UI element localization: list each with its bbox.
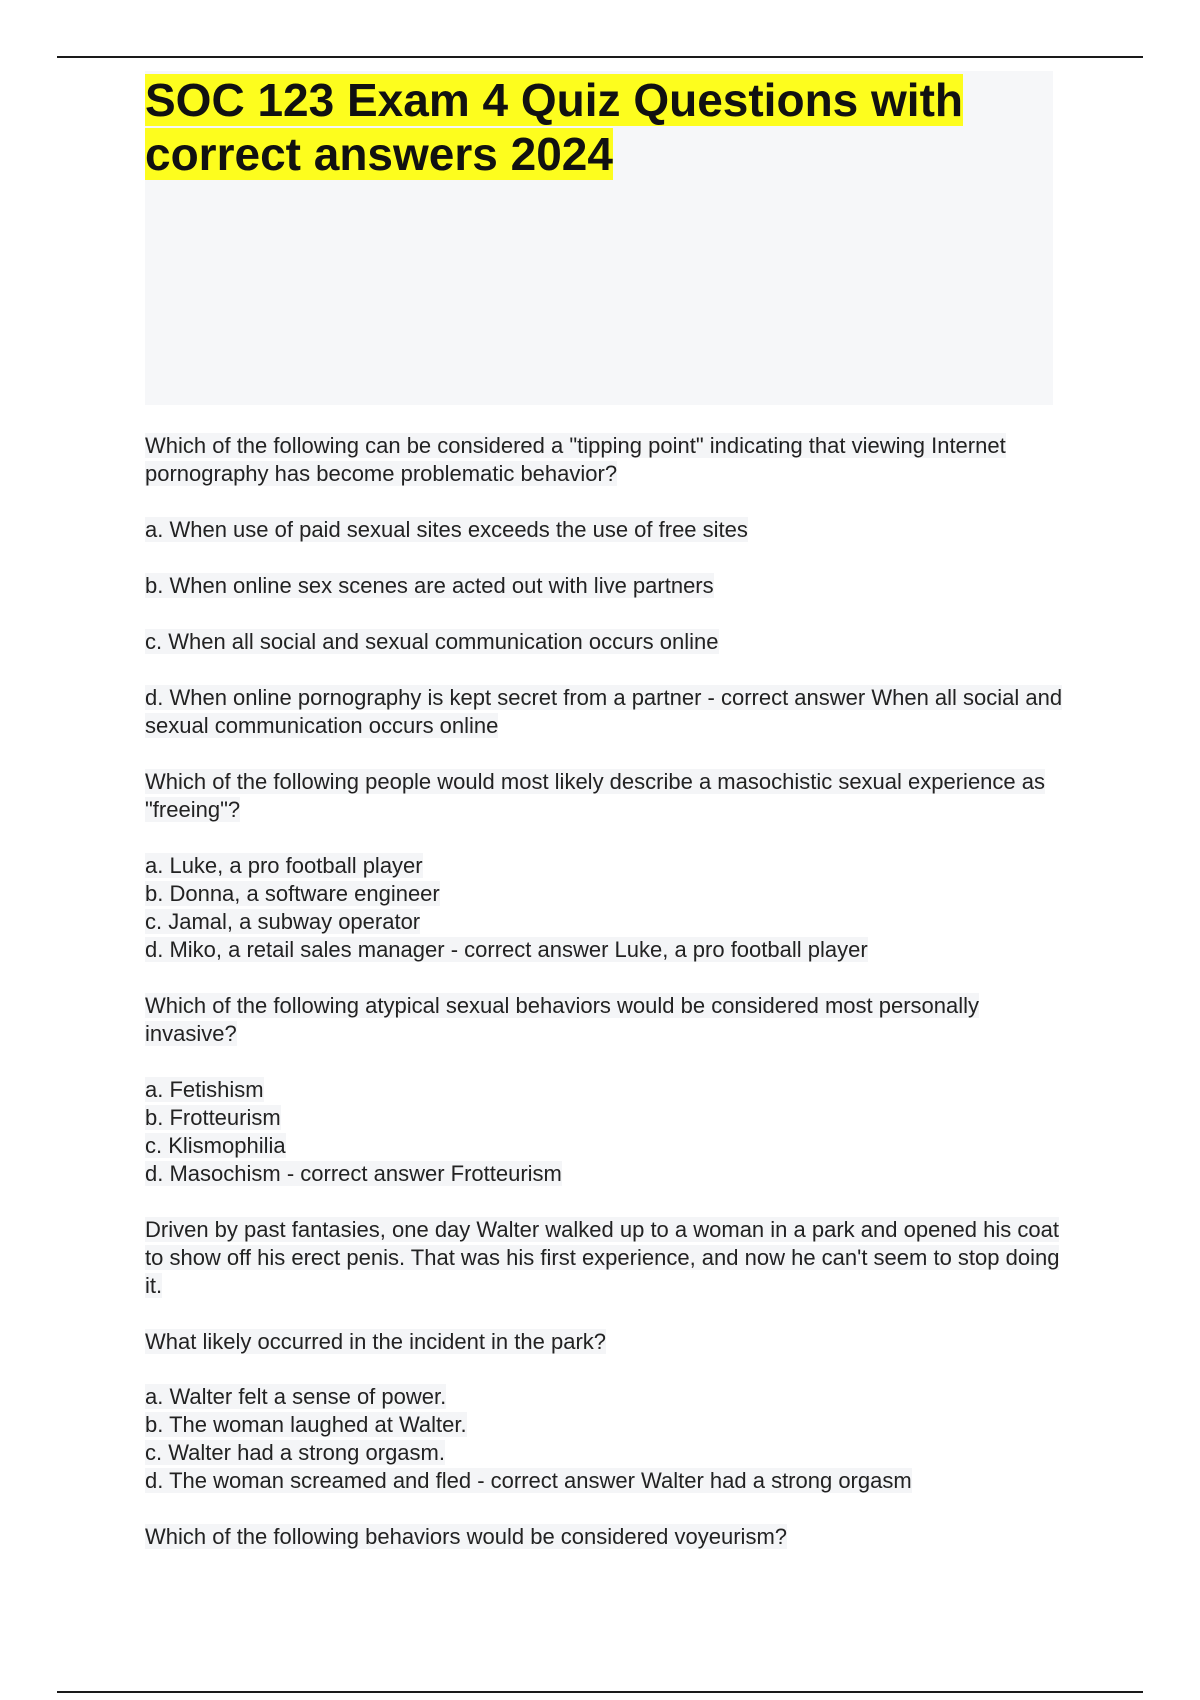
q3-option-a: a. Fetishism — [145, 1077, 264, 1102]
q2-option-d-answer: d. Miko, a retail sales manager - correct answer Luke, a pro football player — [145, 937, 868, 962]
q2-option-c: c. Jamal, a subway operator — [145, 909, 421, 934]
q1-option-b: b. When online sex scenes are acted out with live partners — [145, 573, 714, 598]
q3-option-b: b. Frotteurism — [145, 1105, 281, 1130]
q1-option-d-answer: d. When online pornography is kept secret from a partner - correct answer When all social and sexual communication occurs online — [145, 685, 1063, 738]
q1-option-c: c. When all social and sexual communication occurs online — [145, 629, 719, 654]
title-block — [145, 71, 1053, 405]
question-4: What likely occurred in the incident in the park? — [145, 1329, 607, 1354]
q3-option-d-answer: d. Masochism - correct answer Frotteurism — [145, 1161, 562, 1186]
q1-option-a: a. When use of paid sexual sites exceeds the use of free sites — [145, 517, 748, 542]
q4-option-d-answer: d. The woman screamed and fled - correct answer Walter had a strong orgasm — [145, 1468, 912, 1493]
question-2: Which of the following people would most likely describe a masochistic sexual experience as "freeing"? — [145, 769, 1046, 822]
top-rule — [57, 56, 1143, 58]
page-title: SOC 123 Exam 4 Quiz Questions with correct answers 2024 — [145, 74, 964, 180]
question-1: Which of the following can be considered a "tipping point" indicating that viewing Internet pornography has become problematic behavior? — [145, 433, 1006, 486]
question-3: Which of the following atypical sexual behaviors would be considered most personally invasive? — [145, 993, 980, 1046]
bottom-rule — [57, 1691, 1143, 1693]
q2-option-a: a. Luke, a pro football player — [145, 853, 423, 878]
q3-option-c: c. Klismophilia — [145, 1133, 286, 1158]
question-4-scenario: Driven by past fantasies, one day Walter walked up to a woman in a park and opened his coat to show off his erect penis. That was his first experience, and now he can't seem to stop doing it. — [145, 1217, 1060, 1298]
q4-option-b: b. The woman laughed at Walter. — [145, 1412, 467, 1437]
document-body — [145, 432, 1065, 1551]
q4-option-c: c. Walter had a strong orgasm. — [145, 1440, 445, 1465]
q4-option-a: a. Walter felt a sense of power. — [145, 1384, 447, 1409]
question-5: Which of the following behaviors would be considered voyeurism? — [145, 1524, 788, 1549]
q2-option-b: b. Donna, a software engineer — [145, 881, 440, 906]
